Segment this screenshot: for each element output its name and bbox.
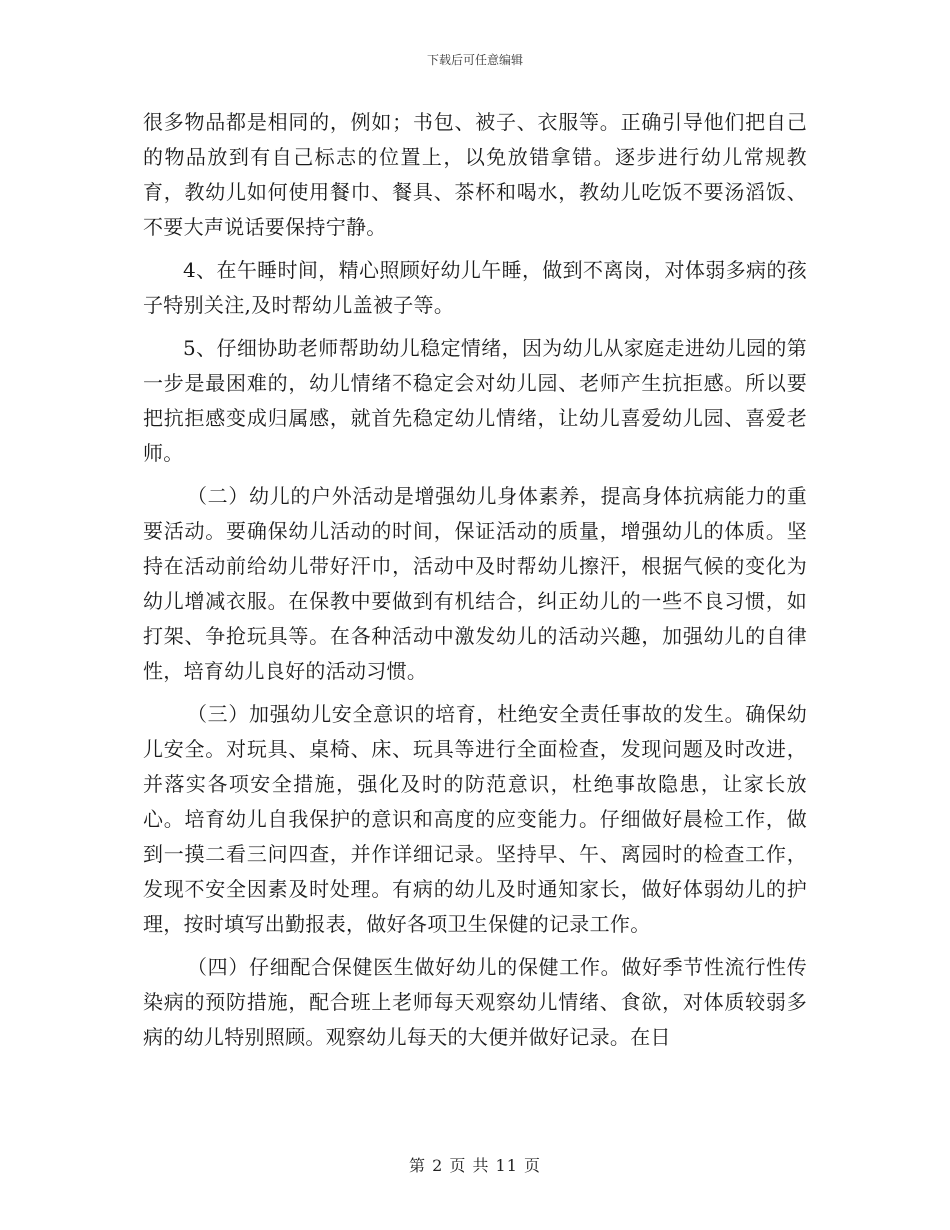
paragraph-section-3: （三）加强幼儿安全意识的培育，杜绝安全责任事故的发生。确保幼儿安全。对玩具、桌椅、床、玩具等进行全面检查，发现问题及时改进，并落实各项安全措施，强化及时的防范意识，杜绝事故隐患，让家长放心。培育幼儿自我保护的意识和高度的应变能力。仔细做好晨检工作，做到一摸二看三问四查，并作详细记录。坚持早、午、离园时的检查工作，发现不安全因素及时处理。有病的幼儿及时通知家长，做好体弱幼儿的护理，按时填写出勤报表，做好各项卫生保健的记录工作。 — [143, 702, 807, 936]
paragraph-item-4: 4、在午睡时间，精心照顾好幼儿午睡，做到不离岗，对体弱多病的孩子特别关注,及时帮幼儿盖被子等。 — [143, 258, 807, 317]
page-header-note: 下载后可任意编辑 — [426, 53, 523, 67]
paragraph-continuation: 很多物品都是相同的，例如；书包、被子、衣服等。正确引导他们把自己的物品放到有自己标志的位置上，以免放错拿错。逐步进行幼儿常规教育，教幼儿如何使用餐巾、餐具、茶杯和喝水，教幼儿吃饭不要汤滔饭、不要大声说话要保持宁静。 — [143, 110, 807, 239]
paragraph-item-5: 5、仔细协助老师帮助幼儿稳定情绪，因为幼儿从家庭走进幼儿园的第一步是最困难的，幼儿情绪不稳定会对幼儿园、老师产生抗拒感。所以要把抗拒感变成归属感，就首先稳定幼儿情绪，让幼儿喜爱幼儿园、喜爱老师。 — [143, 336, 807, 465]
paragraph-section-4: （四）仔细配合保健医生做好幼儿的保健工作。做好季节性流行性传染病的预防措施，配合班上老师每天观察幼儿情绪、食欲，对体质较弱多病的幼儿特别照顾。观察幼儿每天的大便并做好记录。在日 — [143, 955, 807, 1049]
paragraph-section-2: （二）幼儿的户外活动是增强幼儿身体素养，提高身体抗病能力的重要活动。要确保幼儿活动的时间，保证活动的质量，增强幼儿的体质。坚持在活动前给幼儿带好汗巾，活动中及时帮幼儿擦汗，根据气候的变化为幼儿增减衣服。在保教中要做到有机结合，纠正幼儿的一些不良习惯，如打架、争抢玩具等。在各种活动中激发幼儿的活动兴趣，加强幼儿的自律性，培育幼儿良好的活动习惯。 — [143, 484, 807, 683]
page-number-footer: 第 2 页 共 11 页 — [409, 1156, 541, 1175]
document-body — [143, 105, 807, 1063]
